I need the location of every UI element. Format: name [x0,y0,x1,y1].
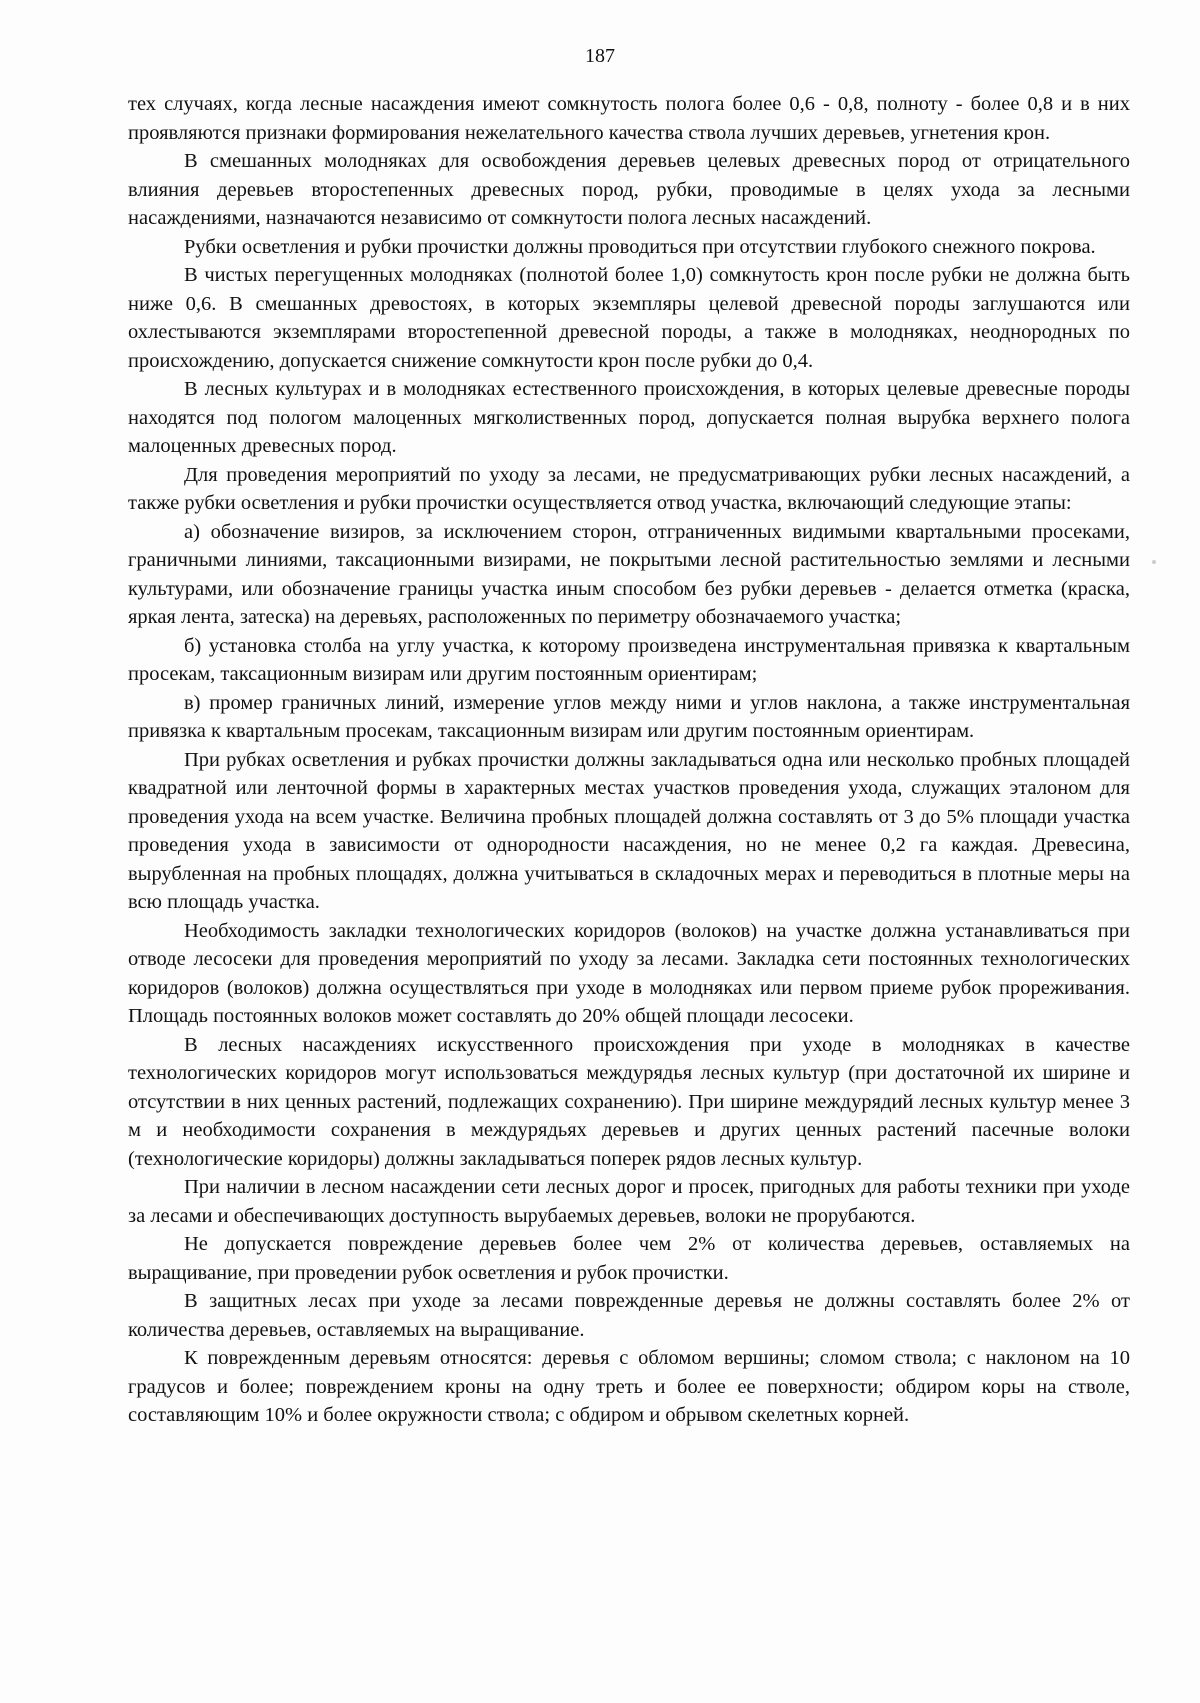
paragraph: Для проведения мероприятий по уходу за лесами, не предусматривающих рубки лесных насаждений, а также рубки осветления и рубки прочистки осуществляется отвод участка, включающий следующие этапы: [128,463,1130,514]
paragraph: К поврежденным деревьям относятся: деревья с обломом вершины; сломом ствола; с наклоном на 10 градусов и более; повреждением кроны на одну треть и более ее поверхности; обдиром коры на стволе, составляющим 10% и более окружности ствола; с обдиром и обрывом скелетных корней. [128,1347,1130,1426]
scan-artifact [1152,560,1156,564]
paragraph: В защитных лесах при уходе за лесами поврежденные деревья не должны составлять более 2% от количества деревьев, оставляемых на выращивание. [128,1290,1130,1341]
paragraph: При наличии в лесном насаждении сети лесных дорог и просек, пригодных для работы техники при уходе за лесами и обеспечивающих доступность вырубаемых деревьев, волоки не прорубаются. [128,1176,1130,1227]
paragraph: В лесных насаждениях искусственного происхождения при уходе в молодняках в качестве технологических коридоров могут использоваться междурядья лесных культур (при достаточной их ширине и отсутствии в них ценных растений, подлежащих сохранению). При ширине междурядий лесных культур менее 3 м и необходимости сохранения в междурядьях деревьев и других ценных растений пасечные волоки (технологические коридоры) должны закладываться поперек рядов лесных культур. [128,1033,1130,1170]
paragraph: В смешанных молодняках для освобождения деревьев целевых древесных пород от отрицательного влияния деревьев второстепенных древесных пород, рубки, проводимые в целях ухода за лесными насаждениями, назначаются независимо от сомкнутости полога лесных насаждений. [128,150,1130,229]
list-item-a: а) обозначение визиров, за исключением сторон, отграниченных видимыми квартальными просеками, граничными линиями, таксационными визирами, не покрытыми лесной растительностью землями и лесными культурами, или обозначение границы участка иным способом без рубки деревьев - делается отметка (краска, яркая лента, затеска) на деревьях, расположенных по периметру обозначаемого участка; [128,520,1130,628]
paragraph: При рубках осветления и рубках прочистки должны закладываться одна или несколько пробных площадей квадратной или ленточной формы в характерных местах участков проведения ухода, служащих эталоном для проведения ухода на всем участке. Величина пробных площадей должна составлять от 3 до 5% площади участка проведения ухода в зависимости от однородности насаждения, но не менее 0,2 га каждая. Древесина, вырубленная на пробных площадях, должна учитываться в складочных мерах и переводиться в плотные меры на всю площадь участка. [128,748,1130,913]
list-item-v: в) промер граничных линий, измерение углов между ними и углов наклона, а также инструментальная привязка к квартальным просекам, таксационным визирам или другим постоянным ориентирам. [128,691,1130,742]
paragraph: В чистых перегущенных молодняках (полнотой более 1,0) сомкнутость крон после рубки не должна быть ниже 0,6. В смешанных древостоях, в которых экземпляры целевой древесной породы заглушаются или охлестываются экземплярами второстепенной древесной породы, а также в молодняках, неоднородных по происхождению, допускается снижение сомкнутости крон после рубки до 0,4. [128,264,1130,372]
document-body [128,90,1130,1430]
paragraph: В лесных культурах и в молодняках естественного происхождения, в которых целевые древесные породы находятся под пологом малоценных мягколиственных пород, допускается полная вырубка верхнего полога малоценных древесных пород. [128,378,1130,457]
paragraph: Не допускается повреждение деревьев более чем 2% от количества деревьев, оставляемых на выращивание, при проведении рубок осветления и рубок прочистки. [128,1233,1130,1284]
paragraph: Необходимость закладки технологических коридоров (волоков) на участке должна устанавливаться при отводе лесосеки для проведения мероприятий по уходу за лесами. Закладка сети постоянных технологических коридоров (волоков) должна осуществляться при уходе в молодняках или первом приеме рубок прореживания. Площадь постоянных волоков может составлять до 20% общей площади лесосеки. [128,919,1130,1027]
list-item-b: б) установка столба на углу участка, к которому произведена инструментальная привязка к квартальным просекам, таксационным визирам или другим постоянным ориентирам; [128,634,1130,685]
paragraph: Рубки осветления и рубки прочистки должны проводиться при отсутствии глубокого снежного покрова. [184,235,1096,258]
paragraph-continuation: тех случаях, когда лесные насаждения имеют сомкнутость полога более 0,6 - 0,8, полноту - более 0,8 и в них проявляются признаки формирования нежелательного качества ствола лучших деревьев, угнетения крон. [128,93,1130,144]
page-number: 187 [585,45,615,67]
